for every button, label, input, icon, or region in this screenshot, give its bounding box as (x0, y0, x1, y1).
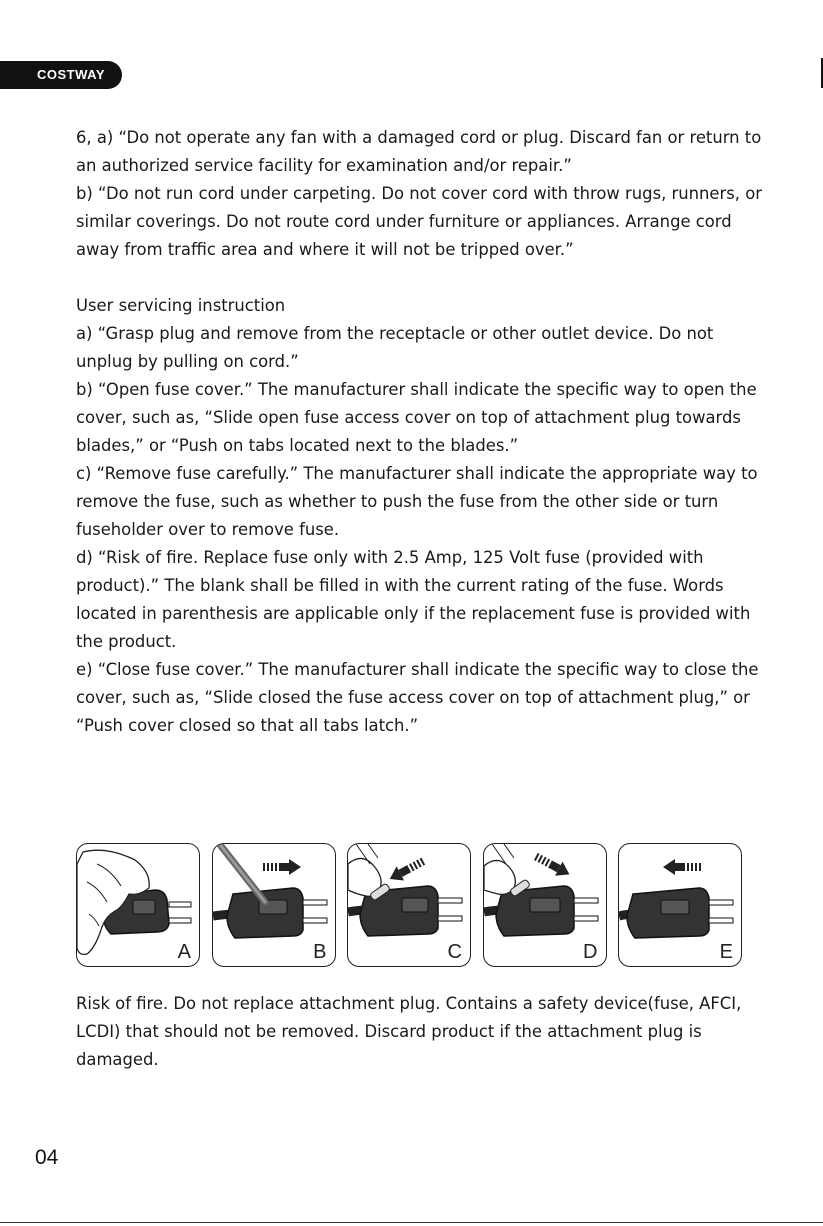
figure-a (76, 843, 200, 967)
figure-e (618, 843, 742, 967)
step-b: b) “Open fuse cover.” The manufacturer shall indicate the specific way to open the cover, such as, “Slide open fuse access cover on top of attachment plug towards blades,” or “Push on tabs located next to the blades.” (76, 380, 757, 455)
fire-warning (76, 990, 766, 1074)
figure-d (483, 843, 607, 967)
figure-c (347, 843, 471, 967)
page-number: 04 (35, 1146, 59, 1169)
paragraph-cord-routing: b) “Do not run cord under carpeting. Do not cover cord with throw rugs, runners, or similar coverings. Do not route cord under furniture or appliances. Arrange cord away from traffic area and where it will not be tripped over.” (76, 184, 762, 259)
figure-row (76, 843, 742, 969)
figure-b (212, 843, 336, 967)
figure-label-d: D (583, 941, 598, 963)
instructions-text (76, 124, 766, 740)
brand-tab (0, 61, 122, 89)
figure-label-a: A (177, 941, 191, 963)
step-d: d) “Risk of fire. Replace fuse only with 2.5 Amp, 125 Volt fuse (provided with product).” The blank shall be filled in with the current rating of the fuse. Words located in parenthesis are applicable only if the replacement fuse is provided with the product. (76, 548, 751, 651)
fire-warning-text: Risk of fire. Do not replace attachment plug. Contains a safety device(fuse, AFCI, LCDI) that should not be removed. Discard product if the attachment plug is damaged. (76, 994, 742, 1069)
figure-label-e: E (719, 941, 733, 963)
step-c: c) “Remove fuse carefully.” The manufacturer shall indicate the appropriate way to remove the fuse, such as whether to push the fuse from the other side or turn fuseholder over to remove fuse. (76, 464, 758, 539)
section-heading: User servicing instruction (76, 296, 286, 315)
paragraph-fan-damage: 6, a) “Do not operate any fan with a damaged cord or plug. Discard fan or return to an authorized service facility for examination and/or repair.” (76, 128, 762, 175)
figure-label-b: B (313, 941, 327, 963)
step-a: a) “Grasp plug and remove from the receptacle or other outlet device. Do not unplug by pulling on cord.” (76, 324, 714, 371)
step-e: e) “Close fuse cover.” The manufacturer shall indicate the specific way to close the cover, such as, “Slide closed the fuse access cover on top of attachment plug,” or “Push cover closed so that all tabs latch.” (76, 660, 759, 735)
figure-label-c: C (447, 941, 462, 963)
brand-name: COSTWAY (37, 67, 106, 82)
bottom-rule (0, 1222, 823, 1223)
